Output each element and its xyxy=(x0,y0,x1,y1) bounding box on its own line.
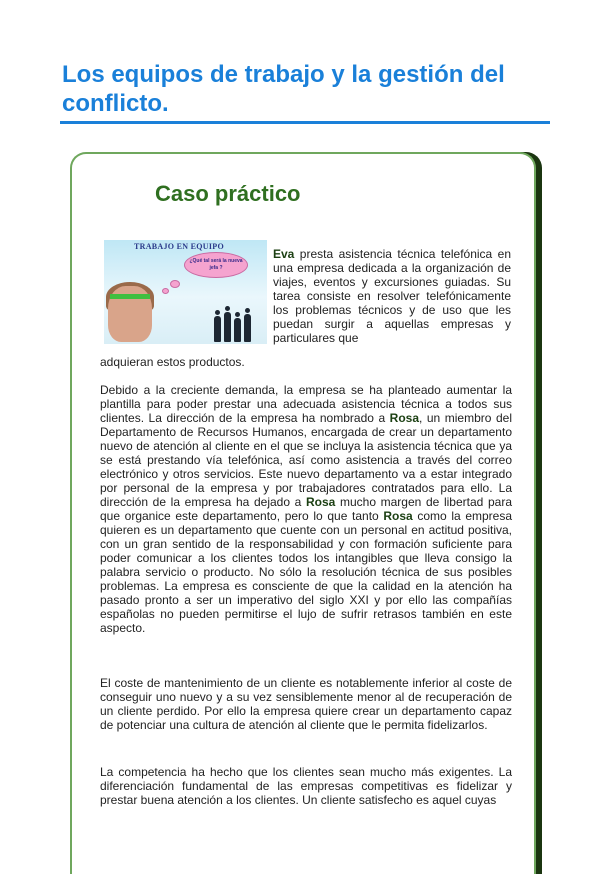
text-fragment: , un miembro del Departamento de Recursos Humanos, encargada de crear un departamento nuevo de atención al cliente en el que se incluya la asistencia técnica que ya se está prestando vía telefónica, así como asistencia a través del correo electrónico y otros servicios. Este nuevo departamento va a estar integrado por personal de la empresa y por trabajadores contratados para ello. La dirección de la empresa ha dejado a xyxy=(100,411,512,509)
paragraph-competition: La competencia ha hecho que los clientes sean mucho más exigentes. La diferenciación fundamental de las empresas competitivas es fidelizar y prestar buena atención a los clientes. Un cliente satisfecho es aquel cuyas xyxy=(100,765,512,807)
team-silhouettes-icon xyxy=(214,308,254,342)
paragraph-cost: El coste de mantenimiento de un cliente es notablemente inferior al coste de conseguir uno nuevo y a su vez sensiblemente menor al de recuperación de un cliente perdido. Por ello la empresa quiere crear un departamento capaz de potenciar una cultura de atención al cliente que le permita fidelizarlos. xyxy=(100,676,512,732)
illustration-caption: TRABAJO EN EQUIPO xyxy=(134,242,224,251)
text-fragment: mucho margen de libertad para que organice este departamento, pero lo que tanto xyxy=(100,495,512,523)
title-underline xyxy=(60,121,550,124)
name-rosa: Rosa xyxy=(389,411,420,425)
paragraph-intro xyxy=(273,247,511,345)
name-eva: Eva xyxy=(273,247,295,261)
paragraph-intro-continuation: adquieran estos productos. xyxy=(100,355,245,369)
bubble-dot-icon xyxy=(170,280,180,288)
paragraph-demand xyxy=(100,383,512,635)
intro-text: presta asistencia técnica telefónica en una empresa dedicada a la organización de viajes, eventos y excursiones guiadas. Su tarea consiste en resolver telefónicamente los problemas técnicos y de uso que les puedan surgir a aquellas empresas y particulares que xyxy=(273,247,511,345)
name-rosa: Rosa xyxy=(383,509,413,523)
speech-bubble: ¿Qué tal será la nueva jefa ? xyxy=(184,252,248,278)
name-rosa: Rosa xyxy=(305,495,336,509)
case-study-heading: Caso práctico xyxy=(155,181,301,206)
team-work-illustration xyxy=(104,240,267,344)
text-fragment: Debido a la creciente demanda, la empresa se ha planteado aumentar la plantilla para poder prestar una adecuada asistencia técnica a todos sus clientes. La dirección de la empresa ha nombrado a xyxy=(100,383,512,425)
headband xyxy=(110,294,150,299)
page-title: Los equipos de trabajo y la gestión del conflicto. xyxy=(62,61,505,117)
bubble-dot-icon xyxy=(162,288,169,294)
text-fragment: como la empresa quieren es un departamento que cuente con un personal en actitud positiva, con un gran sentido de la responsabilidad y con formación suficiente para poder comunicar a los clientes todos los intangibles que lleva consigo la palabra servicio o producto. No sólo la resolución técnica de sus posibles problemas. La empresa es consciente de que la calidad en la atención ha pasado pronto a ser un imperativo del siglo XXI y por ello las compañías españolas no pueden permitirse el lujo de sufrir retrasos también en este aspecto. xyxy=(100,509,513,635)
